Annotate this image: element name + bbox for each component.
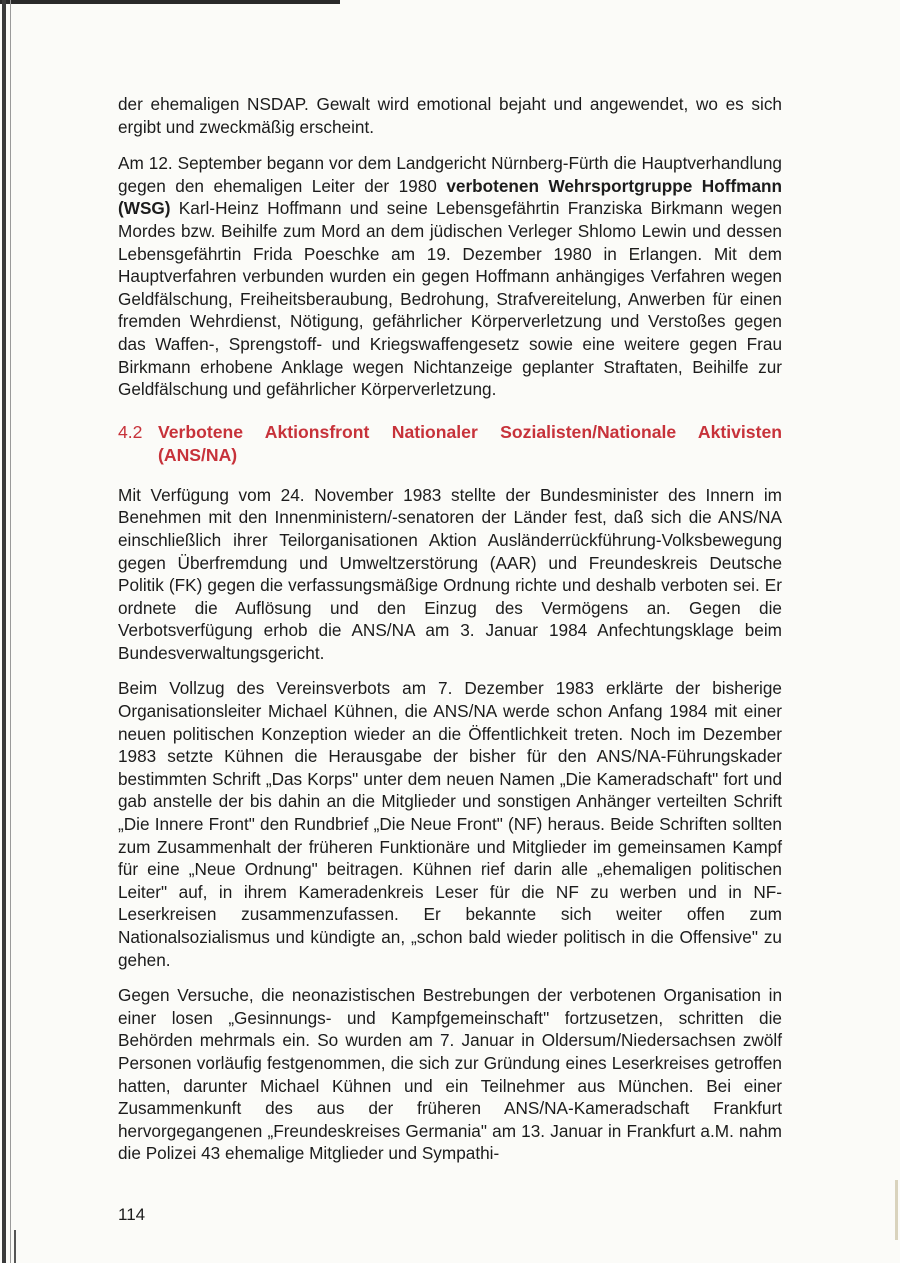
page-number: 114 <box>118 1205 146 1224</box>
paragraph-4: Gegen Versuche, die neonazistischen Bestrebungen der verbotenen Organisation in einer losen „Gesinnungs- und Kampfgemeinschaft" fortzusetzen, schritten die Behörden mehrmals ein. So wurden am 7. Januar in Oldersum/Niedersachsen zwölf Personen vorläufig festgenommen, die sich zur Gründung eines Leserkreises getroffen hatten, darunter Michael Kühnen und ein Teilnehmer aus München. Bei einer Zusammenkunft des aus der früheren ANS/NA-Kameradschaft Frankfurt hervorgegangenen „Freundeskreises Germania" am 13. Januar in Frankfurt a.M. nahm die Polizei 43 ehemalige Mitglieder und Sympathi- <box>118 985 782 1164</box>
paragraph-3: Beim Vollzug des Vereinsverbots am 7. Dezember 1983 erklärte der bisherige Organisationsleiter Michael Kühnen, die ANS/NA werde schon Anfang 1984 mit einer neuen politischen Konzeption wieder an die Öffentlichkeit treten. Noch im Dezember 1983 setzte Kühnen die Herausgabe der bisher für den ANS/NA-Führungskader bestimmten Schrift „Das Korps" unter dem neuen Namen „Die Kameradschaft" fort und gab anstelle der bis dahin an die Mitglieder und sonstigen Anhänger verteilten Schrift „Die Innere Front" den Rundbrief „Die Neue Front" (NF) heraus. Beide Schriften sollten zum Zusammenhalt der früheren Funktionäre und Mitglieder im gemeinsamen Kampf für eine „Neue Ordnung" beitragen. Kühnen rief darin alle „ehemaligen politischen Leiter" auf, in ihrem Kameradenkreis Leser für die NF zu werben und in NF-Leserkreisen zusammenzufassen. Er bekannte sich weiter offen zum Nationalsozialismus und kündigte an, „schon bald wieder politisch in die Offensive" zu gehen. <box>118 678 782 970</box>
section-title: Verbotene Aktionsfront Nationaler Sozialisten/Nationale Aktivisten (ANS/NA) <box>158 421 782 465</box>
scan-edge-top <box>0 0 340 4</box>
scan-edge-right <box>895 1180 898 1240</box>
scan-edge-mark <box>14 1230 16 1263</box>
page-body <box>118 93 782 1178</box>
paragraph-1-part-a: Am 12. September begann vor dem Landgericht Nürnberg-Fürth die Hauptverhandlung gegen den ehemaligen Leiter der 1980 <box>118 153 782 196</box>
paragraph-1-part-b: Karl-Heinz Hoffmann und seine Lebensgefährtin Franziska Birkmann wegen Mordes bzw. Beihilfe zum Mord an dem jüdischen Verleger Shlomo Lewin und dessen Lebensgefährtin Frida Poeschke am 19. Dezember 1980 in Erlangen. Mit dem Hauptverfahren verbunden wurden ein gegen Hoffmann anhängiges Verfahren wegen Geldfälschung, Freiheitsberaubung, Bedrohung, Strafvereitelung, Anwerben für einen fremden Wehrdienst, Nötigung, gefährlicher Körperverletzung und Verstoßes gegen das Waffen-, Sprengstoff- und Kriegswaffengesetz sowie eine weitere gegen Frau Birkmann erhobene Anklage wegen Nichtanzeige geplanter Straftaten, Beihilfe zur Geldfälschung und gefährlicher Körperverletzung. <box>118 198 782 400</box>
section-heading <box>118 421 782 467</box>
paragraph-1-bold: verbotenen Wehrsportgruppe Hoffmann (WSG) <box>118 175 783 219</box>
paragraph-0: der ehemaligen NSDAP. Gewalt wird emotional bejaht und angewendet, wo es sich ergibt und zweckmäßig erscheint. <box>118 94 782 137</box>
paragraph-1 <box>118 152 782 401</box>
section-number: 4.2 <box>118 421 143 442</box>
scan-edge-line <box>10 0 11 1263</box>
scan-edge-left <box>2 0 6 1263</box>
paragraph-2: Mit Verfügung vom 24. November 1983 stellte der Bundesminister des Innern im Benehmen mit den Innenministern/-senatoren der Länder fest, daß sich die ANS/NA einschließlich ihrer Teilorganisationen Aktion Ausländerrückführung-Volksbewegung gegen Überfremdung und Umweltzerstörung (AAR) und Freundeskreis Deutsche Politik (FK) gegen die verfassungsmäßige Ordnung richte und deshalb verboten sei. Er ordnete die Auflösung und den Einzug des Vermögens an. Gegen die Verbotsverfügung erhob die ANS/NA am 3. Januar 1984 Anfechtungsklage beim Bundesverwaltungsgericht. <box>118 484 782 663</box>
